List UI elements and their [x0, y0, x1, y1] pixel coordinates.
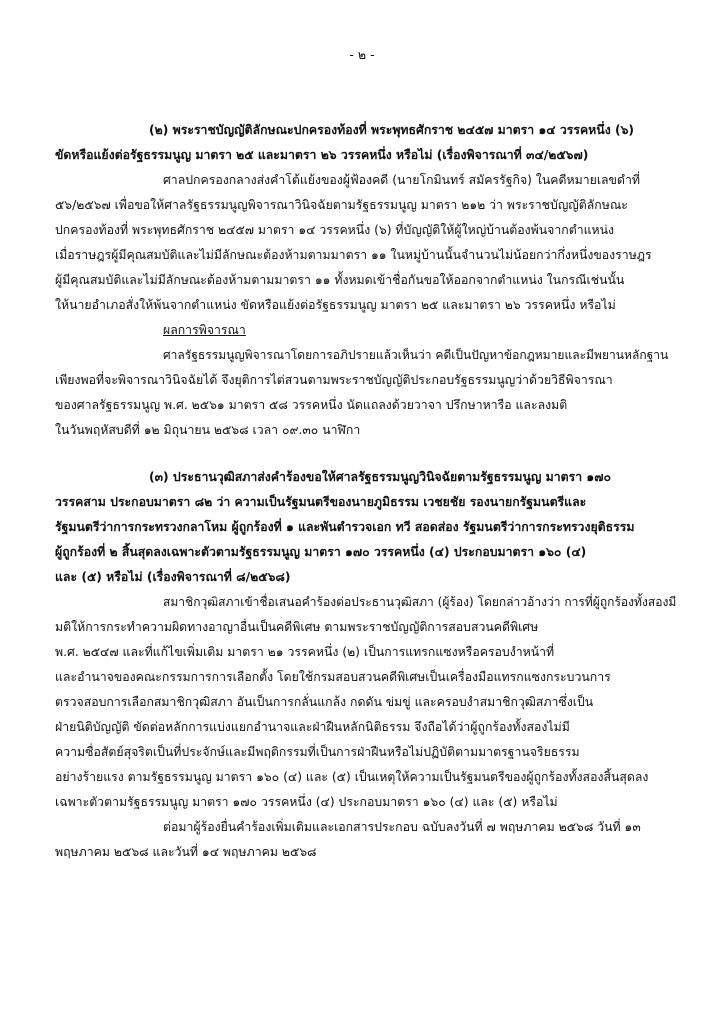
section-3-title-line: รัฐมนตรีว่าการกระทรวงกลาโหม ผู้ถูกร้องที่ ๑ และพันตำรวจเอก ทวี สอดส่อง รัฐมนตรีว่าการกระทรวงยุติธรรม	[55, 520, 635, 534]
section-2-title-line-1: (๒) พระราชบัญญัติลักษณะปกครองท้องที่ พระพุทธศักราช ๒๔๕๗ มาตรา ๑๔ วรรคหนึ่ง (๖)	[149, 123, 635, 137]
section-2-title-line-2: ขัดหรือแย้งต่อรัฐธรรมนูญ มาตรา ๒๕ และมาตรา ๒๖ วรรคหนึ่ง หรือไม่ (เรื่องพิจารณาที่ ๓๔/๒๕๖๗)	[55, 148, 589, 162]
section-3-title-line: ผู้ถูกร้องที่ ๒ สิ้นสุดลงเฉพาะตัวตามรัฐธรรมนูญ มาตรา ๑๗๐ วรรคหนึ่ง (๔) ประกอบมาตรา ๑๖๐ (๔)	[55, 545, 587, 559]
section-3-followup-line: ต่อมาผู้ร้องยื่นคำร้องเพิ่มเติมและเอกสารประกอบ ฉบับลงวันที่ ๗ พฤษภาคม ๒๕๖๘ วันที่ ๑๓	[163, 820, 641, 834]
result-heading-text: ผลการพิจารณา	[163, 323, 246, 337]
section-3-body-line: ความซื่อสัตย์สุจริตเป็นที่ประจักษ์และมีพฤติกรรมที่เป็นการฝ่าฝืนหรือไม่ปฏิบัติตามมาตรฐานจริยธรรม	[55, 745, 580, 759]
section-2-body-line: ปกครองท้องที่ พระพุทธศักราช ๒๔๕๗ มาตรา ๑๔ วรรคหนึ่ง (๖) ที่บัญญัติให้ผู้ใหญ่บ้านต้องพ้นจากตำแหน่ง	[55, 223, 615, 237]
section-3-body-line: อย่างร้ายแรง ตามรัฐธรรมนูญ มาตรา ๑๖๐ (๔) และ (๕) เป็นเหตุให้ความเป็นรัฐมนตรีของผู้ถูกร้องทั้งสองสิ้นสุดลง	[55, 770, 649, 784]
section-3	[55, 465, 678, 865]
section-2-result-heading	[55, 318, 678, 343]
page-number: - ๒ -	[349, 47, 375, 62]
section-2-body-line: ๕๖/๒๕๖๗ เพื่อขอให้ศาลรัฐธรรมนูญพิจารณาวินิจฉัยตามรัฐธรรมนูญ มาตรา ๒๑๒ ว่า พระราชบัญญัติลักษณะ	[55, 198, 628, 212]
section-3-body-line: สมาชิกวุฒิสภาเข้าชื่อเสนอคำร้องต่อประธานวุฒิสภา (ผู้ร้อง) โดยกล่าวอ้างว่า การที่ผู้ถูกร้องทั้งสองมี	[163, 595, 677, 609]
section-gap	[55, 443, 678, 465]
section-2-body-line: ศาลปกครองกลางส่งคำโต้แย้งของผู้ฟ้องคดี (นายโกมินทร์ สมัครรัฐกิจ) ในคดีหมายเลขดำที่	[163, 173, 640, 187]
section-2-body-line: ให้นายอำเภอสั่งให้พ้นจากตำแหน่ง ขัดหรือแย้งต่อรัฐธรรมนูญ มาตรา ๒๕ และมาตรา ๒๖ วรรคหนึ่ง หรือไม่	[55, 298, 616, 312]
document-body	[55, 118, 678, 865]
section-3-body-line: มติให้การกระทำความผิดทางอาญาอื่นเป็นคดีพิเศษ ตามพระราชบัญญัติการสอบสวนคดีพิเศษ	[55, 620, 539, 634]
section-2-body-line: เมื่อราษฎรผู้มีคุณสมบัติและไม่มีลักษณะต้องห้ามตามมาตรา ๑๑ ในหมู่บ้านนั้นจำนวนไม่น้อยกว่ากึ่งหนึ่งของราษฎร	[55, 248, 652, 262]
section-2-result-line: ในวันพฤหัสบดีที่ ๑๒ มิถุนายน ๒๕๖๘ เวลา ๐๙.๓๐ นาฬิกา	[55, 423, 361, 437]
section-3-title-line: และ (๕) หรือไม่ (เรื่องพิจารณาที่ ๘/๒๕๖๘)	[55, 570, 291, 584]
section-3-title-line-1: (๓) ประธานวุฒิสภาส่งคำร้องขอให้ศาลรัฐธรรมนูญวินิจฉัยตามรัฐธรรมนูญ มาตรา ๑๗๐	[149, 470, 611, 484]
section-3-body-line: และอำนาจของคณะกรรมการการเลือกตั้ง โดยใช้กรมสอบสวนคดีพิเศษเป็นเครื่องมือแทรกแซงกระบวนการ	[55, 670, 611, 684]
section-3-followup-line: พฤษภาคม ๒๕๖๘ และวันที่ ๑๔ พฤษภาคม ๒๕๖๘	[55, 845, 317, 859]
section-3-body-line: พ.ศ. ๒๕๔๗ และที่แก้ไขเพิ่มเติม มาตรา ๒๑ วรรคหนึ่ง (๒) เป็นการแทรกแซงหรือครอบงำหน้าที่	[55, 645, 555, 659]
section-2-body-line: ผู้มีคุณสมบัติและไม่มีลักษณะต้องห้ามตามมาตรา ๑๑ ทั้งหมดเข้าชื่อกันขอให้ออกจากตำแหน่ง ในกรณีเช่นนั้น	[55, 273, 625, 287]
section-3-title-line: วรรคสาม ประกอบมาตรา ๘๒ ว่า ความเป็นรัฐมนตรีของนายภูมิธรรม เวชยชัย รองนายกรัฐมนตรีและ	[55, 495, 587, 509]
section-3-body-line: เฉพาะตัวตามรัฐธรรมนูญ มาตรา ๑๗๐ วรรคหนึ่ง (๔) ประกอบมาตรา ๑๖๐ (๔) และ (๕) หรือไม่	[55, 795, 558, 809]
section-2	[55, 118, 678, 443]
section-2-result-line: เพียงพอที่จะพิจารณาวินิจฉัยได้ จึงยุติการไต่สวนตามพระราชบัญญัติประกอบรัฐธรรมนูญว่าด้วยวิธีพิจารณา	[55, 373, 613, 387]
section-2-result-line: ศาลรัฐธรรมนูญพิจารณาโดยการอภิปรายแล้วเห็นว่า คดีเป็นปัญหาข้อกฎหมายและมีพยานหลักฐาน	[163, 348, 669, 362]
section-2-result-line: ของศาลรัฐธรรมนูญ พ.ศ. ๒๕๖๑ มาตรา ๕๘ วรรคหนึ่ง นัดแถลงด้วยวาจา ปรึกษาหารือ และลงมติ	[55, 398, 568, 412]
section-3-body-line: ตรวจสอบการเลือกสมาชิกวุฒิสภา อันเป็นการกลั่นแกล้ง กดดัน ข่มขู่ และครอบงำสมาชิกวุฒิสภาซึ่งเป็น	[55, 695, 594, 709]
section-3-body-line: ฝ่ายนิติบัญญัติ ขัดต่อหลักการแบ่งแยกอำนาจและฝ่าฝืนหลักนิติธรรม จึงถือได้ว่าผู้ถูกร้องทั้งสองไม่มี	[55, 720, 570, 734]
